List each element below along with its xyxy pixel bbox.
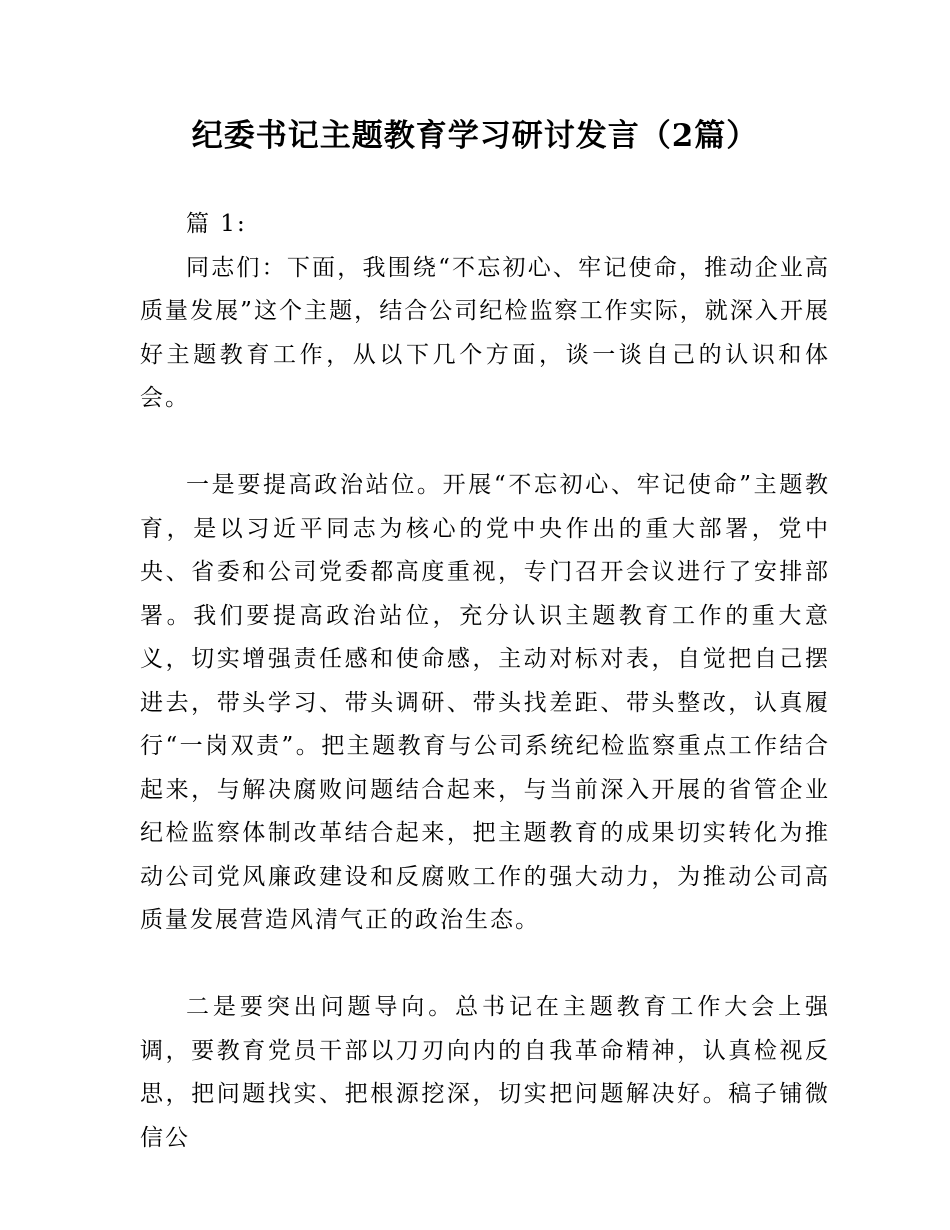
- paragraph-intro: 同志们：下面，我围绕“不忘初心、牢记使命，推动企业高质量发展”这个主题，结合公司纪检监察工作实际，就深入开展好主题教育工作，从以下几个方面，谈一谈自己的认识和体会。: [140, 254, 830, 411]
- document-title: 纪委书记主题教育学习研讨发言（2篇）: [191, 118, 759, 154]
- paragraph-point-two: 二是要突出问题导向。总书记在主题教育工作大会上强调，要教育党员干部以刀刃向内的自我革命精神，认真检视反思，把问题找实、把根源挖深，切实把问题解决好。稿子铺微信公: [140, 994, 830, 1151]
- paragraph-point-one: 一是要提高政治站位。开展“不忘初心、牢记使命”主题教育，是以习近平同志为核心的党中央作出的重大部署，党中央、省委和公司党委都高度重视，专门召开会议进行了安排部署。我们要提高政治站位，充分认识主题教育工作的重大意义，切实增强责任感和使命感，主动对标对表，自觉把自己摆进去，带头学习、带头调研、带头找差距、带头整改，认真履行“一岗双责”。把主题教育与公司系统纪检监察重点工作结合起来，与解决腐败问题结合起来，与当前深入开展的省管企业纪检监察体制改革结合起来，把主题教育的成果切实转化为推动公司党风廉政建设和反腐败工作的强大动力，为推动公司高质量发展营造风清气正的政治生态。: [140, 472, 830, 933]
- paragraph-spacer: [140, 421, 830, 465]
- section-label: 篇 1:: [186, 211, 247, 237]
- paragraph-spacer: [140, 943, 830, 987]
- document-body: [140, 203, 830, 1160]
